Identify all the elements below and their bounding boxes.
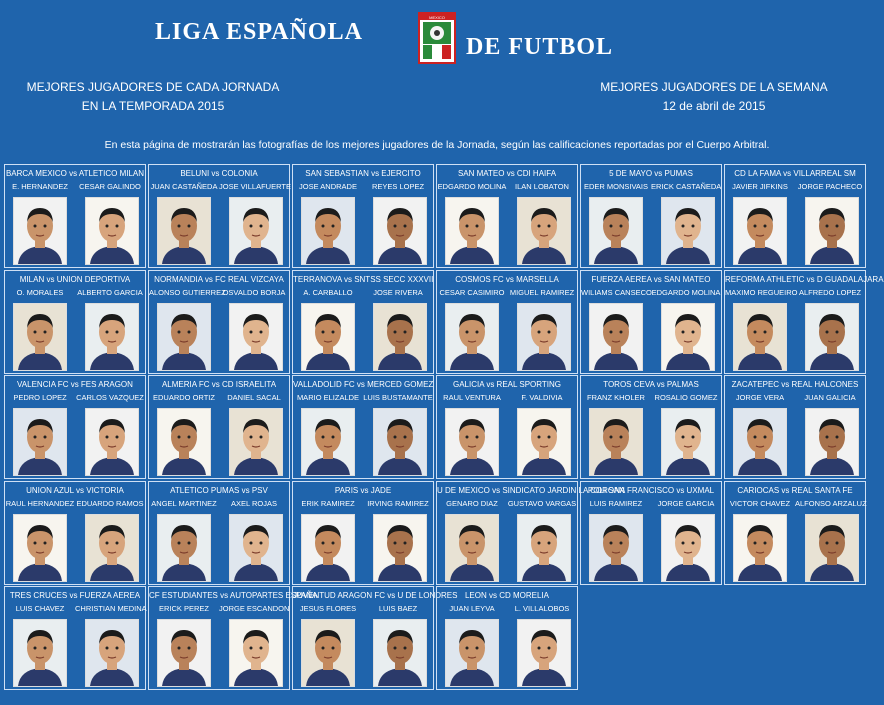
player-photo-1 bbox=[301, 514, 355, 582]
player-photo-2 bbox=[661, 514, 715, 582]
player-name-2: REYES LOPEZ bbox=[371, 182, 425, 191]
right-subtitle-line2: 12 de abril de 2015 bbox=[662, 99, 766, 113]
player-name-1: VICTOR CHAVEZ bbox=[729, 498, 791, 508]
player-name-1: CESAR CASIMIRO bbox=[439, 287, 505, 297]
player-name-1: JUAN CASTAÑEDA bbox=[150, 182, 218, 191]
player-name-1: O. MORALES bbox=[16, 287, 64, 297]
matchup-cell bbox=[148, 481, 290, 585]
match-title: NORMANDIA vs FC REAL VIZCAYA bbox=[154, 274, 284, 284]
player-photo-1 bbox=[157, 197, 211, 265]
player-photo-2 bbox=[805, 303, 859, 371]
player-photo-2 bbox=[517, 197, 571, 265]
player-photo-1 bbox=[157, 619, 211, 687]
player-photo-2 bbox=[805, 408, 859, 476]
matchup-cell bbox=[4, 270, 146, 374]
match-title: TERRANOVA vs SNTSS SECC XXXVII bbox=[293, 274, 434, 284]
player-name-1: A. CARBALLO bbox=[303, 287, 353, 297]
player-photo-2 bbox=[85, 303, 139, 371]
player-name-1: EDUARDO ORTIZ bbox=[153, 393, 215, 402]
player-photo-2 bbox=[661, 303, 715, 371]
svg-text:MEXICO: MEXICO bbox=[429, 15, 445, 20]
match-title: ALMERIA FC vs CD ISRAELITA bbox=[161, 380, 277, 389]
league-crest-icon bbox=[418, 12, 456, 64]
player-photo-2 bbox=[517, 514, 571, 582]
player-name-2: AXEL ROJAS bbox=[231, 498, 277, 508]
matchup-cell bbox=[436, 375, 578, 479]
player-name-2: EDUARDO RAMOS bbox=[76, 498, 144, 508]
player-photo-1 bbox=[13, 408, 67, 476]
matchup-cell bbox=[148, 375, 290, 479]
match-title: GALICIA vs REAL SPORTING bbox=[452, 380, 562, 389]
player-name-1: WILIAMS CANSECO bbox=[581, 287, 652, 297]
player-photo-2 bbox=[373, 197, 427, 265]
player-name-2: CARLOS VAZQUEZ bbox=[76, 393, 144, 402]
match-title: CF ESTUDIANTES vs AUTOPARTES ESPAÑA bbox=[149, 591, 318, 600]
title-right: DE FUTBOL bbox=[466, 34, 614, 60]
player-photo-1 bbox=[445, 303, 499, 371]
matchup-cell bbox=[4, 586, 146, 690]
matchup-cell bbox=[580, 481, 722, 585]
player-photo-2 bbox=[229, 303, 283, 371]
player-name-2: ALBERTO GARCIA bbox=[77, 287, 143, 297]
player-photo-1 bbox=[589, 408, 643, 476]
matchup-cell bbox=[4, 375, 146, 479]
player-name-2: ROSALIO GOMEZ bbox=[654, 393, 718, 402]
player-name-2: ILAN LOBATON bbox=[515, 182, 569, 191]
player-name-2: ALFONSO ARZALUZ bbox=[795, 498, 867, 508]
player-name-2: JUAN GALICIA bbox=[804, 393, 856, 402]
player-photo-2 bbox=[85, 619, 139, 687]
match-title: REFORMA ATHLETIC vs D GUADALAJARA bbox=[725, 274, 884, 284]
left-subtitle-line2: EN LA TEMPORADA 2015 bbox=[81, 99, 225, 113]
player-photo-1 bbox=[13, 197, 67, 265]
player-photo-1 bbox=[13, 303, 67, 371]
player-name-1: GENARO DIAZ bbox=[446, 498, 498, 508]
player-photo-2 bbox=[373, 408, 427, 476]
player-photo-2 bbox=[805, 197, 859, 265]
player-name-1: PEDRO LOPEZ bbox=[13, 393, 67, 402]
player-photo-2 bbox=[229, 408, 283, 476]
player-name-2: JOSE VILLAFUERTE bbox=[219, 182, 291, 191]
player-photo-2 bbox=[517, 619, 571, 687]
player-name-1: LUIS RAMIREZ bbox=[589, 498, 643, 508]
match-title: COSMOS FC vs MARSELLA bbox=[455, 274, 559, 284]
matchup-cell bbox=[724, 481, 866, 585]
player-photo-2 bbox=[661, 197, 715, 265]
player-name-1: RAUL HERNANDEZ bbox=[5, 498, 75, 508]
intro-text: En esta página de mostrarán las fotografías de los mejores jugadores de la Jornada, según las calificaciones reportadas por el Cuerpo Arbitral. bbox=[104, 139, 770, 151]
match-title: VALENCIA FC vs FES ARAGON bbox=[17, 380, 133, 389]
player-name-2: MIGUEL RAMIREZ bbox=[509, 287, 575, 297]
player-name-2: EDGARDO MOLINA bbox=[651, 287, 721, 297]
player-photo-2 bbox=[229, 197, 283, 265]
player-photo-2 bbox=[373, 303, 427, 371]
player-photo-1 bbox=[13, 514, 67, 582]
player-photo-2 bbox=[229, 619, 283, 687]
matchup-cell bbox=[4, 481, 146, 585]
player-name-2: OSVALDO BORJA bbox=[222, 287, 286, 297]
player-photo-1 bbox=[445, 619, 499, 687]
player-name-2: CHRISTIAN MEDINA bbox=[75, 604, 147, 613]
matchup-cell bbox=[724, 375, 866, 479]
player-photo-2 bbox=[373, 514, 427, 582]
player-photo-1 bbox=[301, 619, 355, 687]
match-title: TOROS CEVA vs PALMAS bbox=[603, 380, 699, 389]
match-title: MILAN vs UNION DEPORTIVA bbox=[19, 274, 131, 284]
player-name-1: MARIO ELIZALDE bbox=[296, 393, 360, 402]
player-photo-2 bbox=[517, 303, 571, 371]
matchup-cell bbox=[292, 481, 434, 585]
matchup-cell bbox=[292, 586, 458, 690]
player-name-1: JORGE VERA bbox=[735, 393, 785, 402]
player-name-1: JESUS FLORES bbox=[299, 604, 357, 613]
player-photo-2 bbox=[517, 408, 571, 476]
matchup-cell bbox=[148, 270, 290, 374]
match-title: JUVENTUD ARAGON FC vs U DE LONDRES bbox=[293, 591, 458, 600]
match-title: PARIS vs JADE bbox=[334, 485, 392, 495]
player-photo-1 bbox=[13, 619, 67, 687]
matchup-cell bbox=[724, 270, 884, 374]
player-name-1: ANGEL MARTINEZ bbox=[151, 498, 217, 508]
right-subtitle-line1: MEJORES JUGADORES DE LA SEMANA bbox=[600, 80, 828, 94]
player-photo-1 bbox=[301, 303, 355, 371]
match-title: UNION AZUL vs VICTORIA bbox=[26, 485, 124, 495]
match-title: CARIOCAS vs REAL SANTA FE bbox=[737, 485, 853, 495]
match-title: 5 DE MAYO vs PUMAS bbox=[609, 169, 693, 178]
match-title: TRES CRUCES vs FUERZA AEREA bbox=[9, 591, 141, 600]
player-name-2: JORGE GARCIA bbox=[657, 498, 715, 508]
player-name-2: ERICK CASTAÑEDA bbox=[651, 182, 722, 191]
player-name-1: JAVIER JIFKINS bbox=[732, 182, 788, 191]
player-name-2: IRVING RAMIREZ bbox=[367, 498, 429, 508]
player-photo-1 bbox=[445, 514, 499, 582]
player-name-2: LUIS BAEZ bbox=[378, 604, 418, 613]
match-title: FUERZA AEREA vs SAN MATEO bbox=[591, 274, 711, 284]
player-name-1: EDGARDO MOLINA bbox=[437, 182, 507, 191]
player-photo-1 bbox=[157, 514, 211, 582]
player-name-2: F. VALDIVIA bbox=[521, 393, 563, 402]
matchup-cell bbox=[148, 586, 318, 690]
matchup-cell bbox=[580, 270, 722, 374]
player-name-1: JOSE ANDRADE bbox=[299, 182, 357, 191]
player-photo-2 bbox=[85, 197, 139, 265]
player-name-1: FRANZ KHOLER bbox=[587, 393, 645, 402]
player-name-2: JORGE ESCANDON bbox=[219, 604, 290, 613]
matchup-cell bbox=[4, 164, 146, 268]
match-title: VALLADOLID FC vs MERCED GOMEZ bbox=[293, 380, 434, 389]
matchup-cell bbox=[436, 164, 578, 268]
player-name-2: ALFREDO LOPEZ bbox=[798, 287, 862, 297]
player-name-1: MAXIMO REGUEIRO bbox=[725, 287, 798, 297]
match-title: BELUNI vs COLONIA bbox=[180, 169, 258, 178]
player-photo-2 bbox=[805, 514, 859, 582]
match-title: U DE MEXICO vs SINDICATO JARDIN LA CORONA bbox=[437, 485, 626, 495]
matchup-cell bbox=[580, 375, 722, 479]
player-name-2: JOSE RIVERA bbox=[373, 287, 423, 297]
matchup-cell bbox=[292, 270, 434, 374]
player-photo-1 bbox=[445, 197, 499, 265]
player-name-2: DANIEL SACAL bbox=[227, 393, 281, 402]
page-header bbox=[0, 0, 874, 70]
player-photo-1 bbox=[157, 408, 211, 476]
player-photo-1 bbox=[301, 197, 355, 265]
player-photo-1 bbox=[733, 197, 787, 265]
player-photo-1 bbox=[445, 408, 499, 476]
title-left: LIGA ESPAÑOLA bbox=[155, 19, 363, 45]
player-photo-1 bbox=[733, 408, 787, 476]
match-title: SAN SEBASTIAN vs EJERCITO bbox=[305, 169, 421, 178]
player-photo-1 bbox=[589, 514, 643, 582]
player-name-1: EDER MONSIVAIS bbox=[583, 182, 649, 191]
matchup-cell bbox=[292, 375, 434, 479]
player-name-2: L. VILLALOBOS bbox=[514, 604, 570, 613]
match-title: ATLETICO PUMAS vs PSV bbox=[170, 485, 268, 495]
matchup-cell bbox=[580, 164, 722, 268]
player-photo-1 bbox=[733, 514, 787, 582]
player-name-2: LUIS BUSTAMANTE bbox=[363, 393, 433, 402]
player-name-1: ERIK RAMIREZ bbox=[301, 498, 355, 508]
player-name-1: LUIS CHAVEZ bbox=[15, 604, 65, 613]
player-name-1: JUAN LEYVA bbox=[449, 604, 495, 613]
player-name-2: JORGE PACHECO bbox=[797, 182, 863, 191]
player-name-2: CESAR GALINDO bbox=[79, 182, 141, 191]
player-photo-1 bbox=[301, 408, 355, 476]
player-photo-2 bbox=[661, 408, 715, 476]
player-name-1: ALONSO GUTIERREZ bbox=[149, 287, 226, 297]
matchup-cell bbox=[436, 270, 578, 374]
match-title: ZACATEPEC vs REAL HALCONES bbox=[731, 380, 859, 389]
left-subtitle-line1: MEJORES JUGADORES DE CADA JORNADA bbox=[26, 80, 280, 94]
player-photo-2 bbox=[85, 514, 139, 582]
player-name-1: E. HERNANDEZ bbox=[12, 182, 68, 191]
match-title: LEON vs CD MORELIA bbox=[464, 591, 549, 600]
player-name-1: ERICK PEREZ bbox=[158, 604, 209, 613]
matchup-cell bbox=[292, 164, 434, 268]
player-photo-1 bbox=[733, 303, 787, 371]
player-photo-2 bbox=[229, 514, 283, 582]
match-title: POLI SAN FRANCISCO vs UXMAL bbox=[587, 485, 715, 495]
player-photo-2 bbox=[373, 619, 427, 687]
player-photo-1 bbox=[589, 197, 643, 265]
match-title: BARCA MEXICO vs ATLETICO MILAN bbox=[5, 169, 145, 178]
matchup-cell bbox=[436, 586, 578, 690]
player-name-1: RAUL VENTURA bbox=[443, 393, 501, 402]
player-photo-1 bbox=[589, 303, 643, 371]
match-title: SAN MATEO vs CDI HAIFA bbox=[457, 169, 557, 178]
player-photo-2 bbox=[85, 408, 139, 476]
player-photo-1 bbox=[157, 303, 211, 371]
matchup-cell bbox=[148, 164, 290, 268]
matchup-cell bbox=[724, 164, 866, 268]
match-title: CD LA FAMA vs VILLARREAL SM bbox=[734, 169, 856, 178]
player-name-2: GUSTAVO VARGAS bbox=[507, 498, 577, 508]
